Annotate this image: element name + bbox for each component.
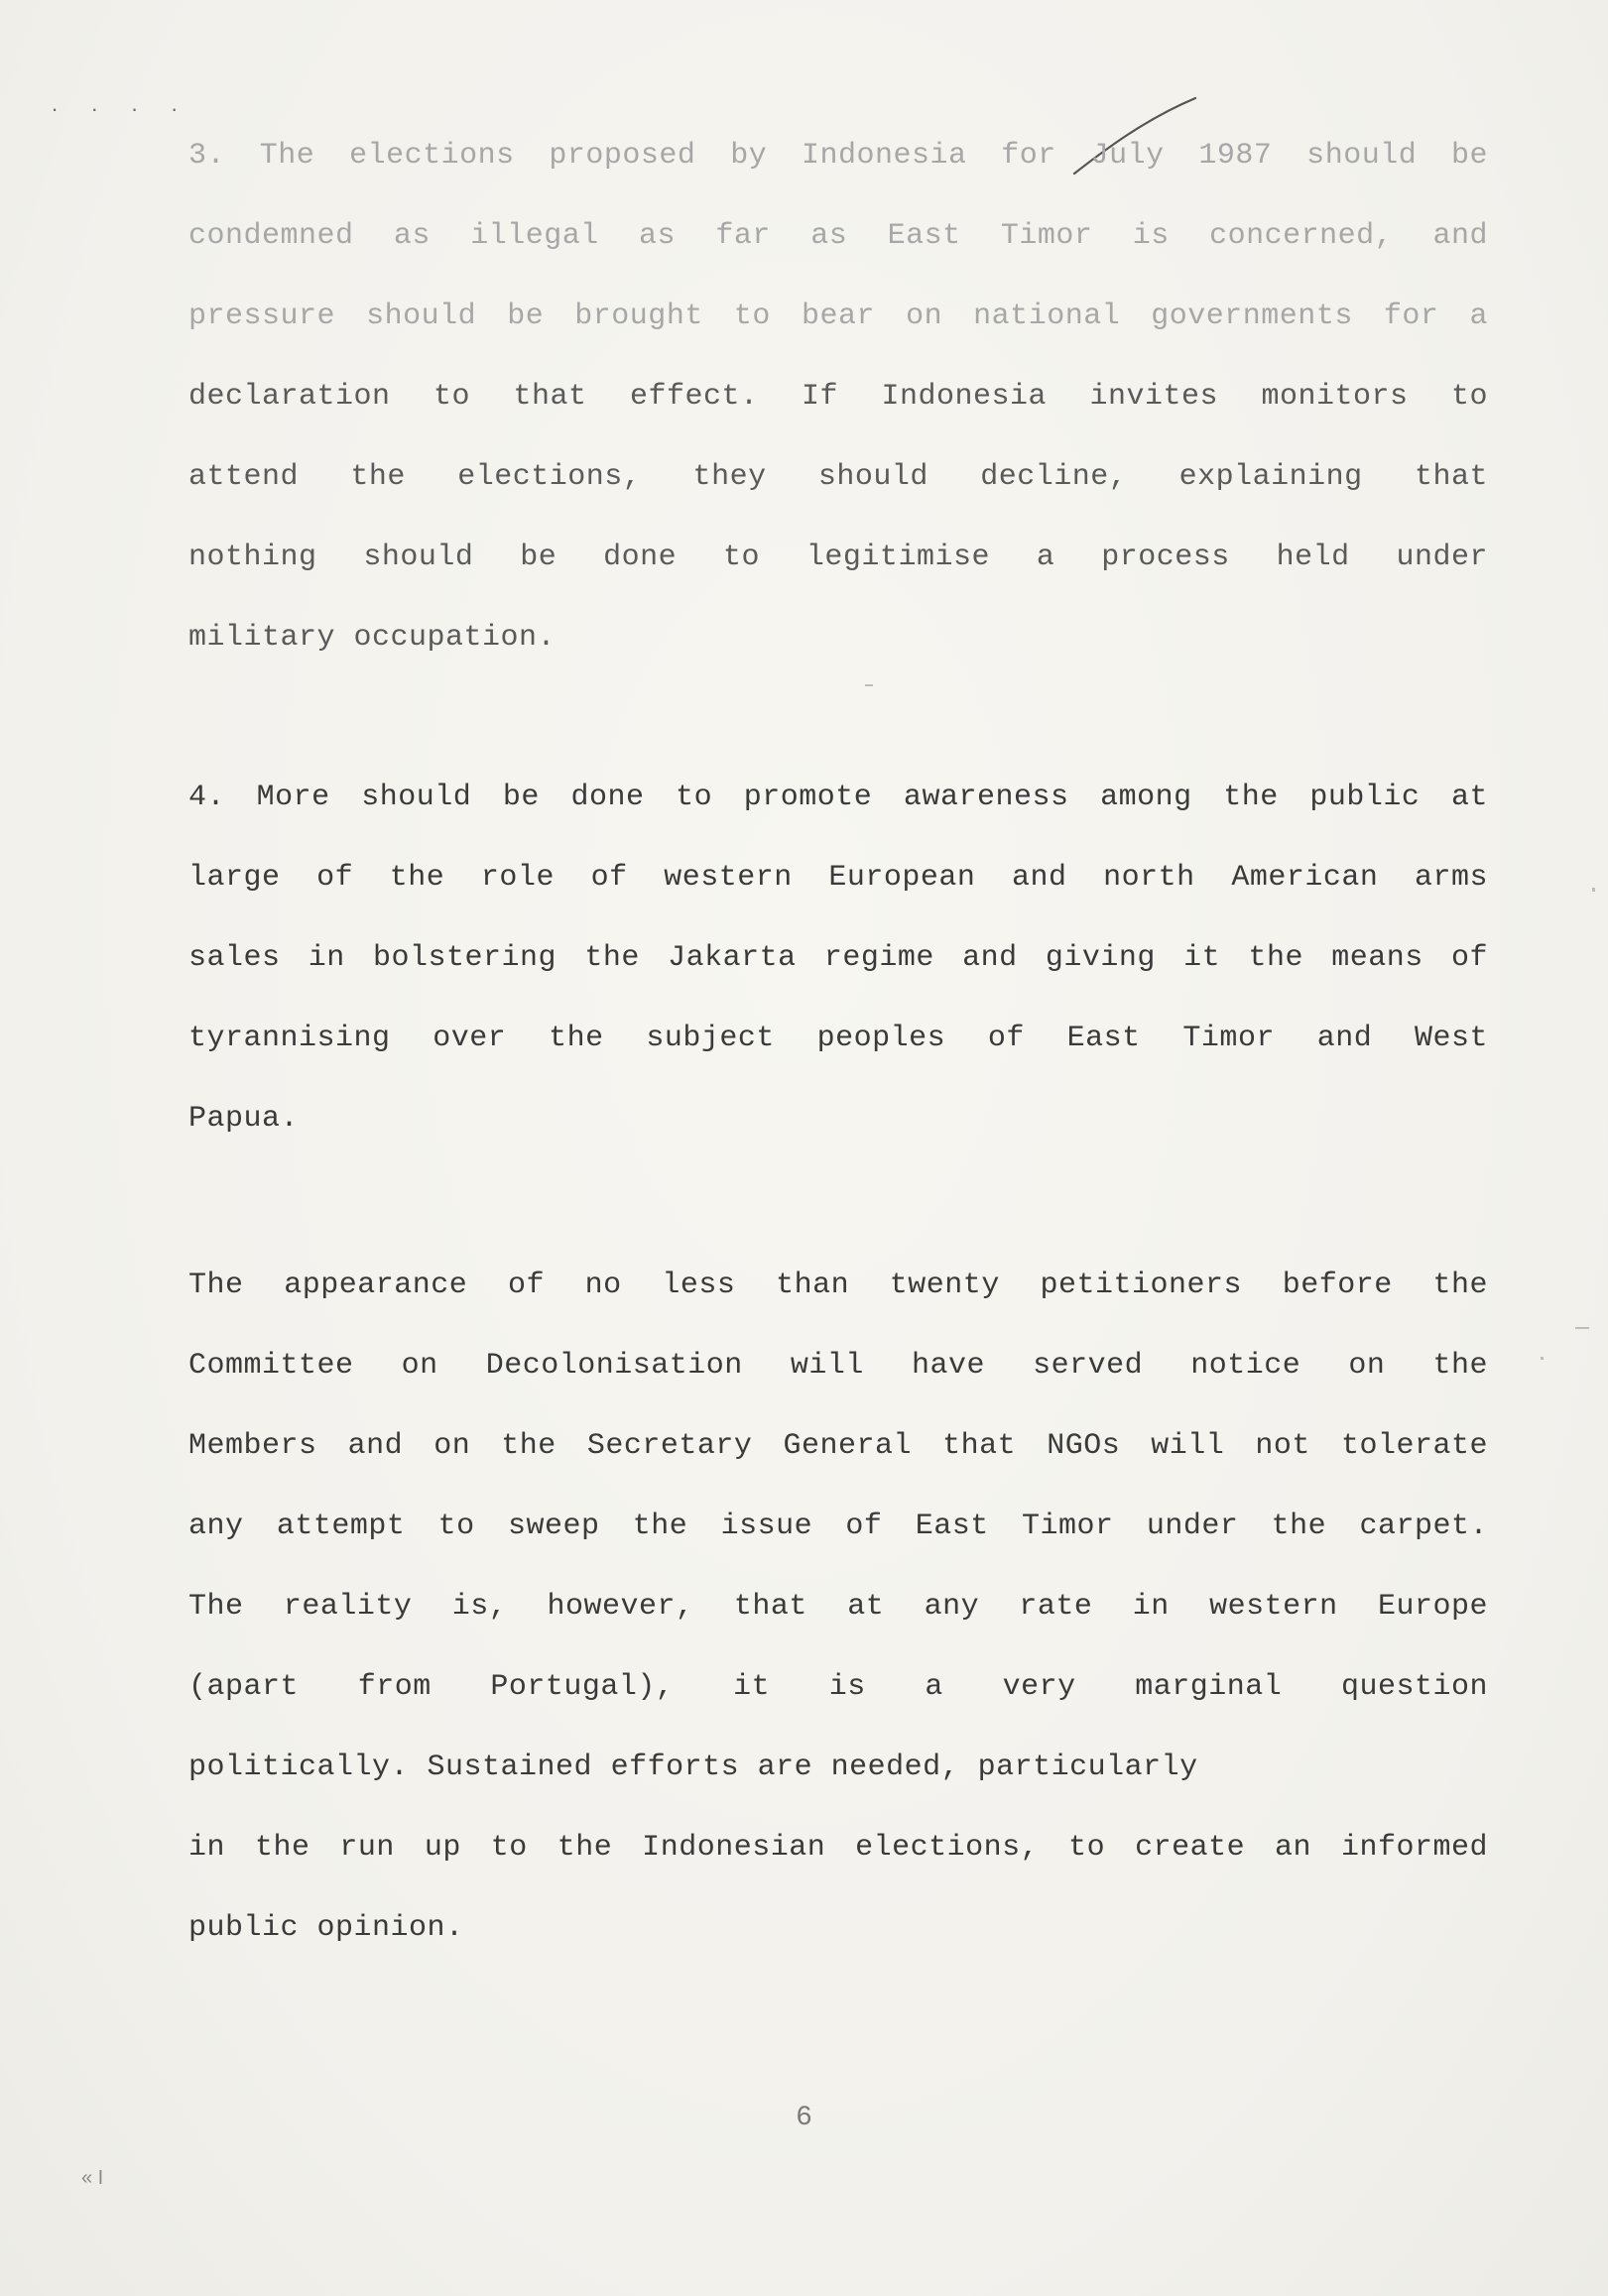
page-number: 6 (796, 2103, 812, 2133)
paragraph-3-line: military occupation. (188, 621, 557, 655)
paragraph-3-line: pressure should be brought to bear on national governments for a (188, 300, 1488, 333)
paragraph-5-line: (apart from Portugal), it is a very marginal question (188, 1670, 1488, 1704)
paper-speck (1541, 1357, 1544, 1360)
margin-dots: . . . . (52, 91, 191, 116)
paragraph-3-line: attend the elections, they should decline, explaining that (188, 460, 1488, 494)
paper-speck (1575, 1327, 1589, 1329)
paragraph-5-line: Committee on Decolonisation will have served notice on the (188, 1349, 1488, 1383)
paragraph-4-line: Papua. (188, 1102, 300, 1136)
paper-speck (865, 684, 873, 686)
paragraph-3-line: condemned as illegal as far as East Timor is concerned, and (188, 219, 1488, 253)
paper-speck (1592, 888, 1595, 892)
paragraph-4-line: sales in bolstering the Jakarta regime and giving it the means of (188, 941, 1488, 975)
paragraph-3-line: nothing should be done to legitimise a process held under (188, 541, 1488, 574)
paragraph-3-line: 3. The elections proposed by Indonesia for July 1987 should be (188, 139, 1488, 173)
paragraph-5-line: in the run up to the Indonesian elections, to create an informed (188, 1831, 1488, 1865)
paragraph-5-line: politically. Sustained efforts are needed, particularly (188, 1751, 1198, 1784)
paragraph-4-line: 4. More should be done to promote awareness among the public at (188, 781, 1488, 814)
paragraph-4 (188, 758, 1488, 1159)
paragraph-4-line: tyrannising over the subject peoples of East Timor and West (188, 1022, 1488, 1055)
paragraph-5-line: public opinion. (188, 1911, 464, 1945)
paragraph-3-line: declaration to that effect. If Indonesia invites monitors to (188, 380, 1488, 414)
paragraph-3 (188, 116, 1488, 678)
paragraph-5-line: any attempt to sweep the issue of East Timor under the carpet. (188, 1510, 1488, 1543)
corner-mark: « I (81, 2167, 104, 2189)
paragraph-5-line: The reality is, however, that at any rate in western Europe (188, 1590, 1488, 1624)
paragraph-5 (188, 1246, 1488, 1969)
paragraph-4-line: large of the role of western European and north American arms (188, 861, 1488, 895)
paragraph-5-line: The appearance of no less than twenty petitioners before the (188, 1269, 1488, 1302)
paragraph-5-line: Members and on the Secretary General that NGOs will not tolerate (188, 1429, 1488, 1463)
